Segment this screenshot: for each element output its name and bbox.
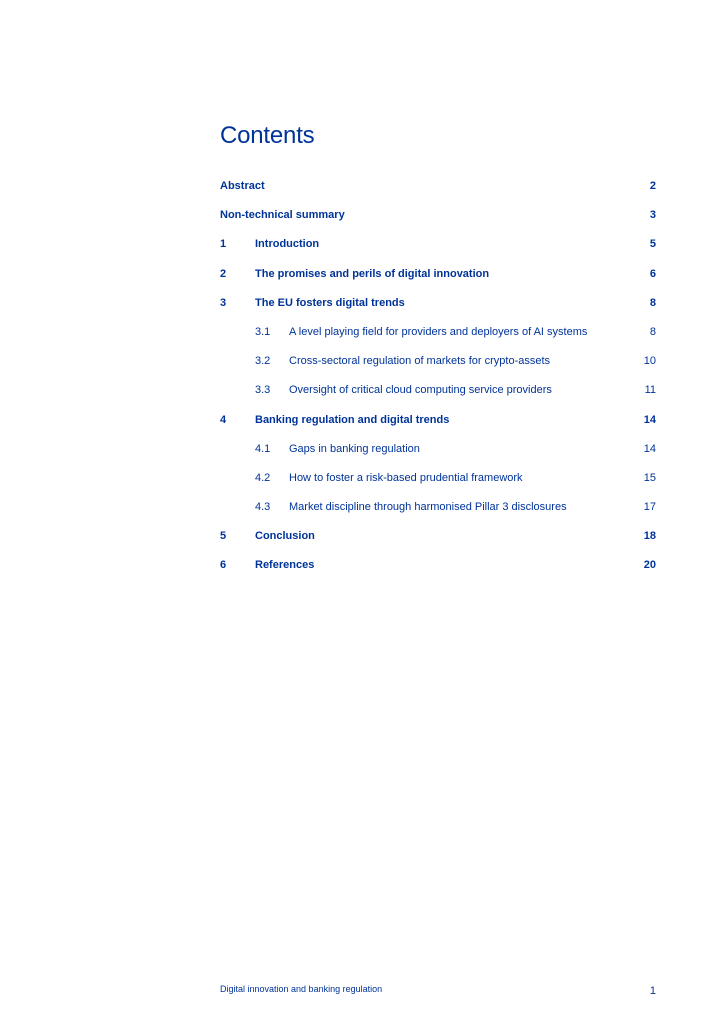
toc-entry-banking-regulation[interactable] [220,410,656,439]
toc-entry-title: Cross-sectoral regulation of markets for crypto-assets [289,355,551,368]
toc-entry-gaps[interactable] [220,439,656,468]
toc-entry-promises-and-perils[interactable] [220,264,656,293]
toc-entry-title: How to foster a risk-based prudential framework [289,471,523,484]
toc-entry-title: Oversight of critical cloud computing service providers [289,384,552,397]
toc-entry-conclusion[interactable] [220,526,656,555]
toc-entry-number: 3 [220,296,227,309]
toc-entry-pillar-3[interactable] [220,497,656,526]
toc-entry-number: 4.1 [255,442,271,455]
toc-entry-non-technical-summary[interactable] [220,205,656,234]
toc-entry-number: 3.3 [255,384,271,397]
toc-entry-title: References [255,559,315,572]
toc-entry-page: 6 [649,267,656,280]
toc-entry-title: The EU fosters digital trends [255,296,405,309]
toc-entry-page: 3 [649,209,656,222]
toc-entry-title: Gaps in banking regulation [289,442,420,455]
toc-entry-page: 10 [643,355,656,368]
toc-entry-page: 11 [644,384,656,397]
footer-page-number: 1 [649,985,656,997]
toc-entry-title: A level playing field for providers and deployers of AI systems [289,325,588,338]
toc-entry-number: 4.2 [255,471,271,484]
toc-entry-eu-digital-trends[interactable] [220,293,656,322]
toc-entry-page: 14 [643,413,656,426]
toc-entry-introduction[interactable] [220,234,656,263]
toc-entry-page: 14 [643,442,656,455]
toc-entry-title: Abstract [220,180,265,192]
toc-entry-number: 4 [220,413,227,426]
toc-entry-risk-based-framework[interactable] [220,468,656,497]
toc-entry-page: 8 [649,325,656,338]
footer-document-title: Digital innovation and banking regulation [220,984,383,994]
toc-entry-number: 3.2 [255,355,271,368]
toc-entry-title: Conclusion [255,530,315,543]
table-of-contents [220,176,656,585]
toc-entry-page: 5 [649,238,656,251]
toc-entry-crypto-assets[interactable] [220,351,656,380]
toc-entry-references[interactable] [220,555,656,584]
toc-entry-number: 5 [220,530,227,543]
toc-entry-title: Banking regulation and digital trends [255,413,450,426]
toc-entry-number: 3.1 [255,325,271,338]
toc-entry-title: Market discipline through harmonised Pillar 3 disclosures [289,501,567,514]
toc-entry-number: 2 [220,267,227,280]
toc-entry-number: 1 [220,238,227,251]
toc-entry-abstract[interactable] [220,176,656,205]
toc-entry-page: 15 [643,471,656,484]
page-title: Contents [220,122,315,149]
toc-entry-title: The promises and perils of digital innovation [255,267,490,280]
toc-entry-number: 4.3 [255,501,271,514]
toc-entry-page: 20 [643,559,656,572]
toc-entry-title: Introduction [255,238,320,251]
toc-entry-page: 17 [643,501,656,514]
toc-entry-page: 18 [643,530,656,543]
toc-entry-title: Non-technical summary [220,209,345,222]
toc-entry-page: 8 [649,296,656,309]
toc-entry-ai-systems[interactable] [220,322,656,351]
toc-entry-page: 2 [649,180,656,192]
toc-entry-cloud-computing[interactable] [220,380,656,409]
toc-entry-number: 6 [220,559,227,572]
